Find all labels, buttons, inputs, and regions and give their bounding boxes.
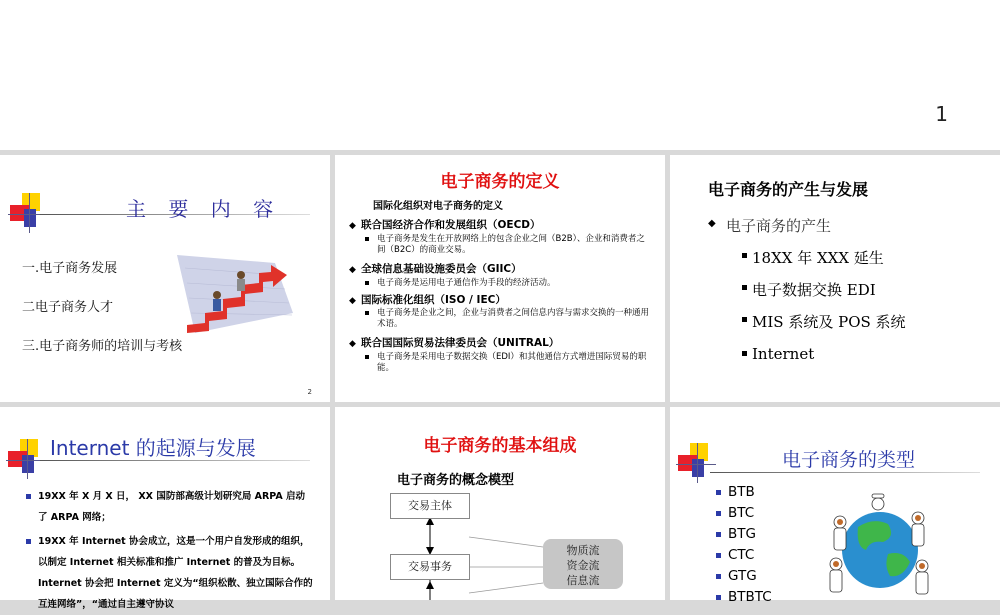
- flow-item: 资金流: [566, 559, 600, 572]
- org-description: 电子商务是企业之间，企业与消费者之间信息内容与需求交换的一种通用术语。: [365, 308, 653, 330]
- slide-title: Internet 的起源与发展: [50, 436, 256, 460]
- paragraph: 19XX 年 Internet 协会成立，这是一个用户自发形成的组织，以制定 Internet 相关标准和推广 Internet 的普及为目标。 Internet 协会把 Internet 定义为“组织松散、独立国际合作的互连网络”，“通过自主遵守协议: [38, 531, 314, 615]
- slide-thumbnail-origin-development[interactable]: [670, 155, 1000, 402]
- slide-title: 电子商务的定义: [440, 172, 560, 192]
- model-box-affairs: 交易事务: [390, 554, 470, 580]
- diamond-bullet-icon: ◆: [349, 296, 356, 306]
- square-bullet-icon: [365, 281, 369, 285]
- types-list: [728, 482, 772, 608]
- org-item: ◆ 国际标准化组织（ISO / IEC）: [349, 294, 506, 306]
- square-bullet-icon: [716, 595, 721, 600]
- flows-box: [543, 539, 623, 589]
- contents-item: 三.电子商务师的培训与考核: [22, 339, 183, 354]
- bullet-level2: Internet: [752, 345, 814, 363]
- slide-thumbnail-types[interactable]: [670, 407, 1000, 605]
- slide-number: 2: [307, 388, 312, 396]
- list-item: BTC: [728, 503, 772, 524]
- slide-thumbnail-contents[interactable]: [0, 155, 330, 402]
- diamond-bullet-icon: ◆: [708, 218, 716, 229]
- list-item: GTG: [728, 566, 772, 587]
- page-header: [0, 0, 1000, 150]
- org-item: ◆ 联合国经济合作和发展组织（OECD）: [349, 219, 541, 231]
- corner-decoration: [8, 193, 48, 233]
- square-bullet-icon: [716, 553, 721, 558]
- list-item: BTG: [728, 524, 772, 545]
- contents-item: 二电子商务人才: [22, 300, 114, 315]
- bullet-level2: 电子数据交换 EDI: [752, 279, 876, 300]
- org-item: ◆ 联合国国际贸易法律委员会（UNITRAL）: [349, 337, 560, 349]
- paragraph: 19XX 年 X 月 X 日， XX 国防部高级计划研究局 ARPA 启动了 ARPA 网络；: [38, 486, 314, 528]
- slide-title: 电子商务的类型: [782, 449, 916, 471]
- square-bullet-icon: [716, 511, 721, 516]
- title-underline: [710, 472, 980, 473]
- bullet-level2: 18XX 年 XXX 延生: [752, 247, 884, 268]
- page-number: 1: [935, 102, 948, 126]
- square-bullet-icon: [365, 237, 369, 241]
- slide-subtitle: 电子商务的概念模型: [397, 473, 515, 488]
- square-bullet-icon: [742, 317, 747, 322]
- slide-subtitle: 国际化组织对电子商务的定义: [373, 201, 503, 212]
- corner-decoration: [6, 439, 46, 479]
- diamond-bullet-icon: ◆: [349, 221, 356, 231]
- slide-thumbnail-internet-origin[interactable]: [0, 407, 330, 610]
- globe-people-illustration: [818, 492, 938, 600]
- org-description: 电子商务是发生在开放网络上的包含企业之间（B2B）、企业和消费者之间（B2C）的商业交易。: [365, 234, 653, 256]
- square-bullet-icon: [716, 574, 721, 579]
- square-bullet-icon: [365, 311, 369, 315]
- slide-title: 主 要 内 容: [126, 197, 282, 221]
- org-description: 电子商务是运用电子通信作为手段的经济活动。: [365, 278, 653, 289]
- list-item: CTC: [728, 545, 772, 566]
- square-bullet-icon: [26, 494, 31, 499]
- org-description: 电子商务是采用电子数据交换（EDI）和其他通信方式增进国际贸易的职能。: [365, 352, 653, 374]
- slide-thumbnail-definition[interactable]: [335, 155, 665, 402]
- slide-title: 电子商务的产生与发展: [708, 180, 869, 199]
- growth-arrow-illustration: [175, 253, 295, 335]
- square-bullet-icon: [365, 355, 369, 359]
- corner-decoration: [676, 443, 716, 483]
- flow-item: 信息流: [566, 574, 600, 587]
- square-bullet-icon: [26, 539, 31, 544]
- square-bullet-icon: [742, 351, 747, 356]
- diamond-bullet-icon: ◆: [349, 265, 356, 275]
- contents-item: 一.电子商务发展: [22, 261, 118, 276]
- square-bullet-icon: [716, 532, 721, 537]
- square-bullet-icon: [716, 490, 721, 495]
- bullet-level2: MIS 系统及 POS 系统: [752, 311, 906, 332]
- bullet-level1: ◆ 电子商务的产生: [708, 217, 832, 235]
- slide-title: 电子商务的基本组成: [423, 436, 577, 456]
- slide-thumbnail-composition[interactable]: [335, 407, 665, 600]
- list-item: BTBTC: [728, 587, 772, 608]
- flow-item: 物质流: [566, 544, 600, 557]
- org-item: ◆ 全球信息基础设施委员会（GIIC）: [349, 263, 522, 275]
- square-bullet-icon: [742, 285, 747, 290]
- diamond-bullet-icon: ◆: [349, 339, 356, 349]
- model-box-subject: 交易主体: [390, 493, 470, 519]
- list-item: BTB: [728, 482, 772, 503]
- square-bullet-icon: [742, 253, 747, 258]
